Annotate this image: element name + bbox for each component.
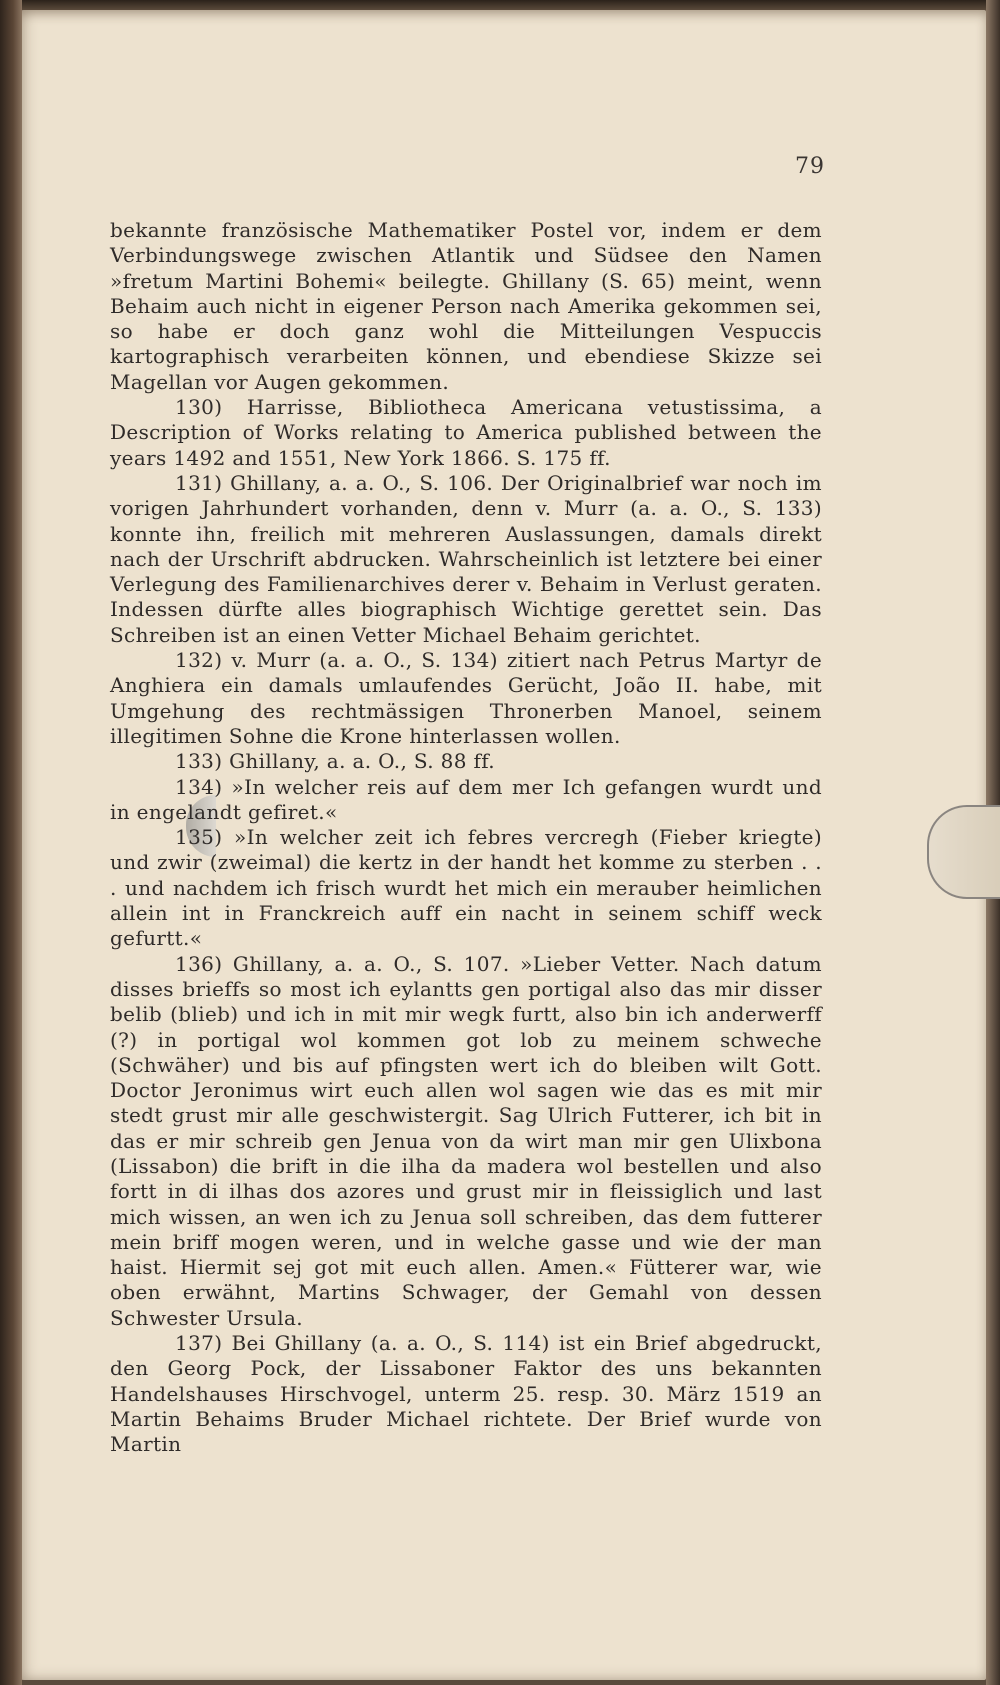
footnote-134: 134) »In welcher reis auf dem mer Ich gefangen wurdt und in engelandt gefiret.«	[110, 774, 822, 824]
footnote-136: 136) Ghillany, a. a. O., S. 107. »Lieber Vetter. Nach datum disses brieffs so most ich eylantts gen portigal also das mir disser belib (blieb) und ich in mit mir wegk furtt, also bin ich anderwerff (?) in portigal wol kommen got lob zu meinem schweche (Schwäher) und bis auf pfingsten wert ich do bleiben wilt Gott. Doctor Jeronimus wirt euch allen wol sagen wie das es mit mir stedt grust mir alle geschwistergit. Sag Ulrich Futterer, ich bit in das er mir schreib gen Jenua von da wirt man mir gen Ulixbona (Lissabon) die brift in die ilha da madera wol bestellen und also fortt in di ilhas dos azores und grust mir in fleissiglich und last mich wissen, an wen ich zu Jenua soll schreiben, das dem futterer mein briff mogen weren, und in welche gasse und wie der man haist. Hiermit sej got mit euch allen. Amen.« Fütterer war, wie oben erwähnt, Martins Schwager, der Gemahl von dessen Schwester Ursula.	[110, 951, 822, 1330]
footnote-131: 131) Ghillany, a. a. O., S. 106. Der Originalbrief war noch im vorigen Jahrhundert vorhanden, denn v. Murr (a. a. O., S. 133) konnte ihn, freilich mit mehreren Auslassungen, damals direkt nach der Urschrift abdrucken. Wahrscheinlich ist letztere bei einer Verlegung des Familienarchives derer v. Behaim in Verlust geraten. Indessen dürfte alles biographisch Wichtige gerettet sein. Das Schreiben ist an einen Vetter Michael Behaim gerichtet.	[110, 470, 822, 647]
footnote-135: 135) »In welcher zeit ich febres vercregh (Fieber kriegte) und zwir (zweimal) die kertz in der handt het komme zu sterben . . . und nachdem ich frisch wurdt het mich ein merauber heimlichen allein int in Franckreich auff ein nacht in seinem schiff weck gefurtt.«	[110, 825, 822, 951]
footnote-130: 130) Harrisse, Bibliotheca Americana vetustissima, a Description of Works relating to America published between the years 1492 and 1551, New York 1866. S. 175 ff.	[110, 395, 822, 470]
paragraph-continuation: bekannte französische Mathematiker Postel vor, indem er dem Verbindungswege zwischen Atlantik und Südsee den Namen »fretum Martini Bohemi« beilegte. Ghillany (S. 65) meint, wenn Behaim auch nicht in eigener Person nach Amerika gekommen sei, so habe er doch ganz wohl die Mitteilungen Vespuccis kartographisch verarbeiten können, und ebendiese Skizze sei Magellan vor Augen gekommen.	[110, 218, 822, 394]
footnote-132: 132) v. Murr (a. a. O., S. 134) zitiert nach Petrus Martyr de Anghiera ein damals umlaufendes Gerücht, João II. habe, mit Umgehung des rechtmässigen Thronerben Manoel, seinem illegitimen Sohne die Krone hinterlassen wollen.	[110, 648, 822, 748]
page-number: 79	[795, 154, 825, 179]
book-binding	[0, 0, 22, 1685]
page-clip	[927, 805, 1000, 899]
footnote-133: 133) Ghillany, a. a. O., S. 88 ff.	[175, 749, 495, 774]
page-body	[110, 218, 822, 1458]
footnote-137: 137) Bei Ghillany (a. a. O., S. 114) ist ein Brief abgedruckt, den Georg Pock, der Lissaboner Faktor des uns bekannten Handelshauses Hirschvogel, unterm 25. resp. 30. März 1519 an Martin Behaims Bruder Michael richtete. Der Brief wurde von Martin	[110, 1331, 822, 1457]
